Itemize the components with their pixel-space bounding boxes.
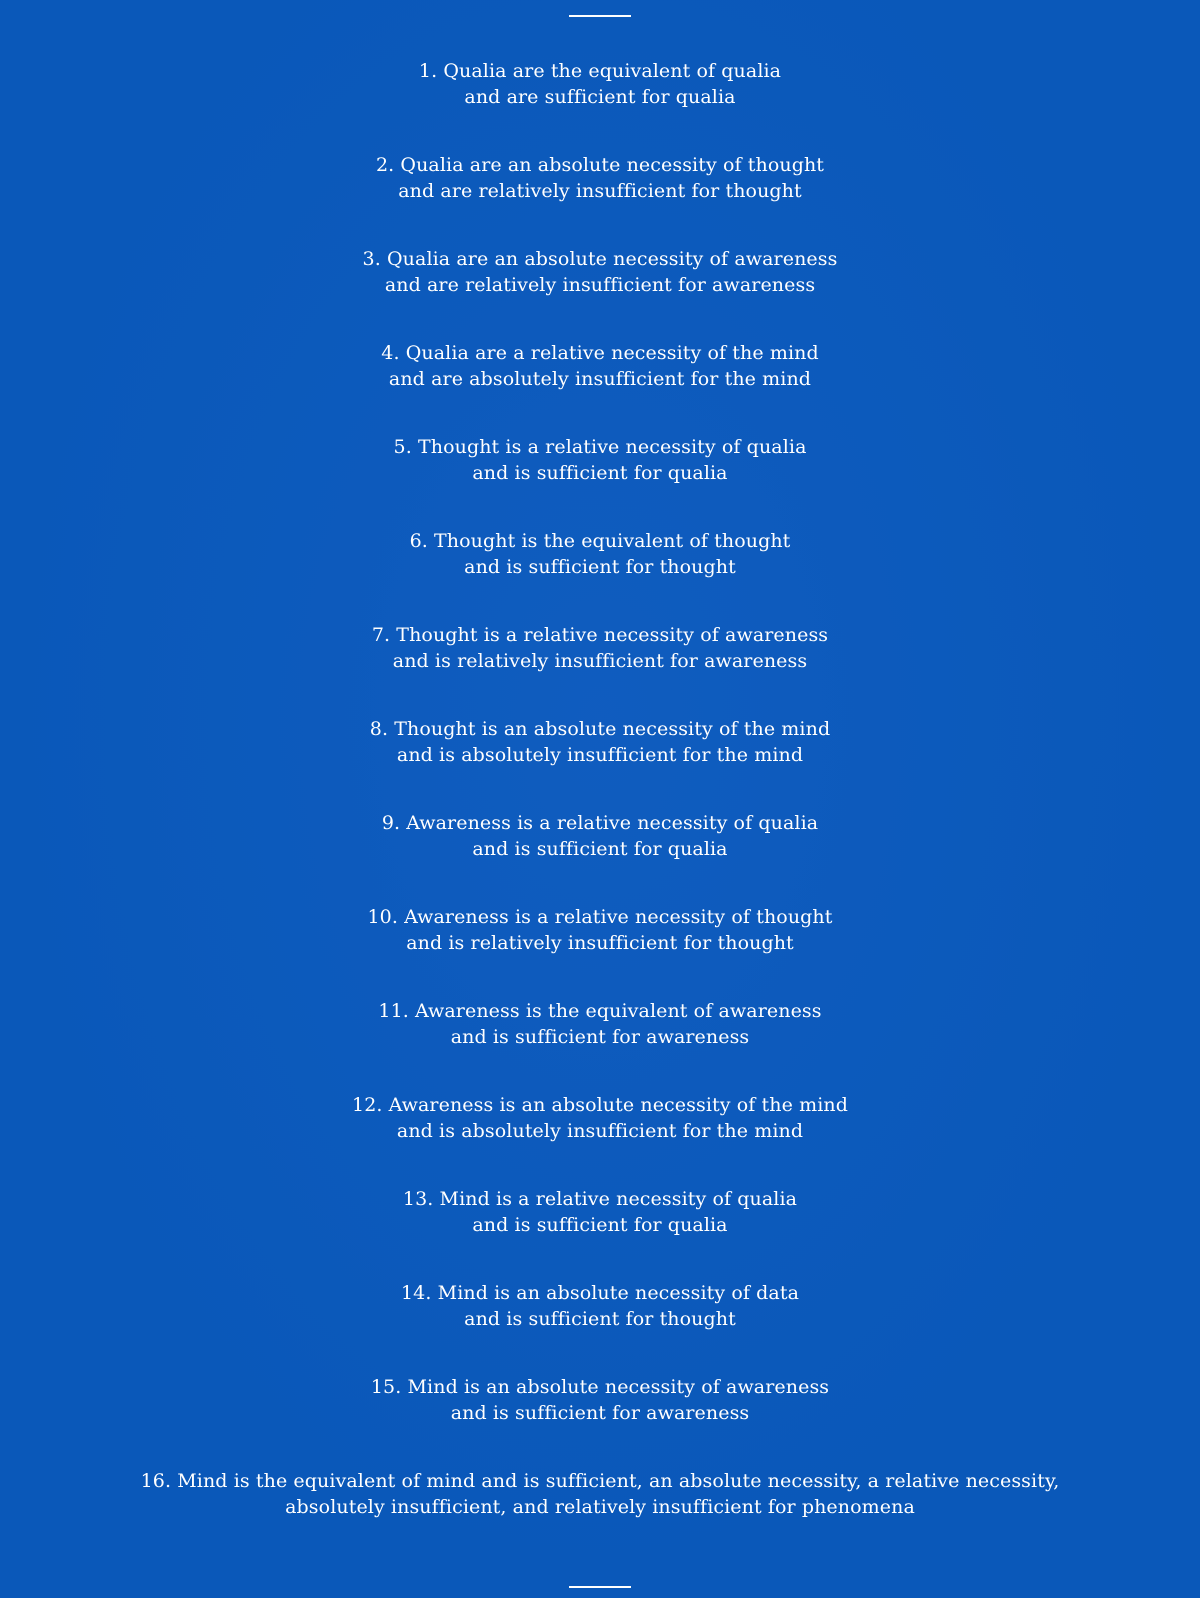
statement-line-2: absolutely insufficient, and relatively insufficient for phenomena (285, 1496, 915, 1518)
statement-item (0, 152, 1200, 246)
statement-line-2: and is absolutely insufficient for the mind (396, 744, 804, 766)
statement-item (0, 434, 1200, 528)
statement-item (0, 528, 1200, 622)
statement-line-2: and are absolutely insufficient for the mind (388, 368, 812, 390)
statement-line-1: 7. Thought is a relative necessity of awareness (371, 624, 829, 646)
statement-line-1: 3. Qualia are an absolute necessity of awareness (362, 248, 838, 270)
statement-list (0, 58, 1200, 1562)
statement-item (0, 1280, 1200, 1374)
bottom-divider (569, 1586, 631, 1588)
statement-line-1: 11. Awareness is the equivalent of awareness (378, 1000, 822, 1022)
statement-line-2: and are sufficient for qualia (464, 86, 736, 108)
statement-item (0, 1468, 1200, 1562)
statement-line-2: and is sufficient for qualia (472, 1214, 728, 1236)
statement-item (0, 622, 1200, 716)
statement-line-2: and is sufficient for qualia (472, 462, 728, 484)
statement-line-1: 10. Awareness is a relative necessity of thought (367, 906, 833, 928)
statement-line-2: and is sufficient for thought (464, 1308, 736, 1330)
statement-item (0, 1374, 1200, 1468)
statement-line-1: 1. Qualia are the equivalent of qualia (418, 60, 782, 82)
statement-line-2: and is absolutely insufficient for the mind (396, 1120, 804, 1142)
statement-line-1: 4. Qualia are a relative necessity of the mind (381, 342, 819, 364)
statement-item (0, 998, 1200, 1092)
top-divider (569, 15, 631, 17)
statement-line-2: and is sufficient for qualia (472, 838, 728, 860)
statement-line-1: 15. Mind is an absolute necessity of awareness (370, 1376, 830, 1398)
statement-line-1: 13. Mind is a relative necessity of qualia (402, 1188, 798, 1210)
statement-line-2: and is relatively insufficient for thought (406, 932, 794, 954)
statement-line-1: 16. Mind is the equivalent of mind and is sufficient, an absolute necessity, a relative necessity, (140, 1470, 1060, 1492)
statement-line-2: and is sufficient for thought (464, 556, 736, 578)
statement-line-1: 8. Thought is an absolute necessity of the mind (369, 718, 831, 740)
statement-line-1: 5. Thought is a relative necessity of qualia (393, 436, 807, 458)
statement-line-2: and are relatively insufficient for awareness (384, 274, 816, 296)
statement-line-1: 9. Awareness is a relative necessity of qualia (381, 812, 819, 834)
statement-line-2: and is sufficient for awareness (450, 1026, 750, 1048)
statement-item (0, 1092, 1200, 1186)
statement-line-1: 6. Thought is the equivalent of thought (409, 530, 791, 552)
statement-line-2: and is sufficient for awareness (450, 1402, 750, 1424)
statement-item (0, 1186, 1200, 1280)
statement-item (0, 810, 1200, 904)
statement-item (0, 58, 1200, 152)
statement-line-2: and is relatively insufficient for awareness (392, 650, 808, 672)
statement-line-1: 2. Qualia are an absolute necessity of thought (375, 154, 825, 176)
statement-item (0, 246, 1200, 340)
statement-item (0, 716, 1200, 810)
statement-line-1: 14. Mind is an absolute necessity of data (400, 1282, 800, 1304)
statement-line-1: 12. Awareness is an absolute necessity of the mind (352, 1094, 848, 1116)
statement-line-2: and are relatively insufficient for thought (398, 180, 802, 202)
statement-item (0, 904, 1200, 998)
statement-item (0, 340, 1200, 434)
